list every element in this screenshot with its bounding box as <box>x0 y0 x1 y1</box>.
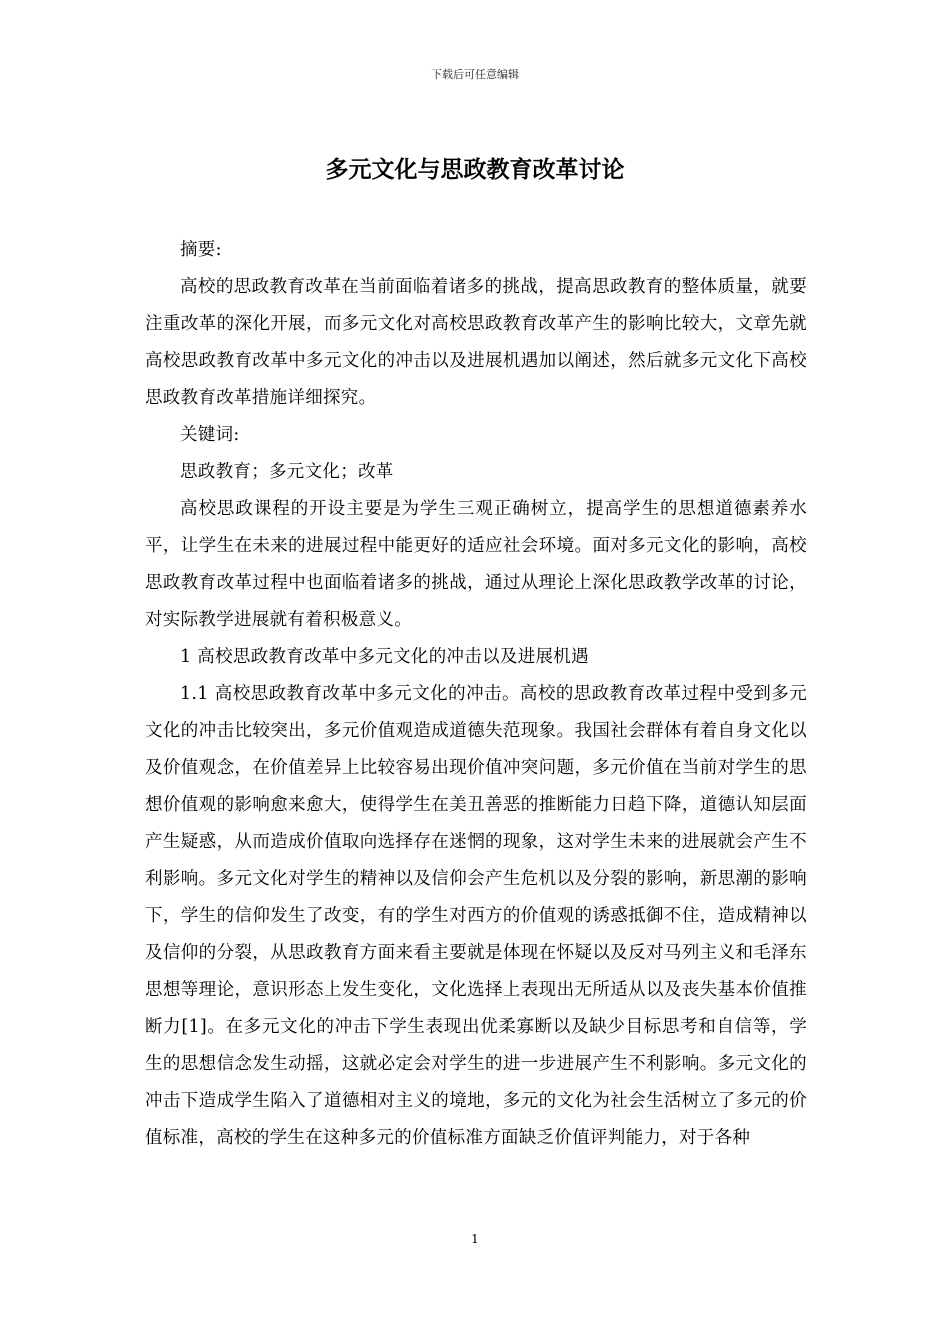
page-number: 1 <box>471 1232 479 1246</box>
abstract-paragraph: 高校的思政教育改革在当前面临着诸多的挑战，提高思政教育的整体质量，就要注重改革的深化开展，而多元文化对高校思政教育改革产生的影响比较大，文章先就高校思政教育改革中多元文化的冲击以及进展机遇加以阐述，然后就多元文化下高校思政教育改革措施详细探究。 <box>145 277 807 408</box>
intro-paragraph: 高校思政课程的开设主要是为学生三观正确树立，提高学生的思想道德素养水平，让学生在未来的进展过程中能更好的适应社会环境。面对多元文化的影响，高校思政教育改革过程中也面临着诸多的挑战，通过从理论上深化思政教学改革的讨论，对实际教学进展就有着积极意义。 <box>145 499 807 630</box>
keywords-paragraph: 思政教育；多元文化；改革 <box>180 462 394 482</box>
section-heading: 1 高校思政教育改革中多元文化的冲击以及进展机遇 <box>180 647 589 667</box>
subsection-paragraph: 1.1 高校思政教育改革中多元文化的冲击。高校的思政教育改革过程中受到多元文化的冲击比较突出，多元价值观造成道德失范现象。我国社会群体有着自身文化以及价值观念，在价值差异上比较容易出现价值冲突问题，多元价值在当前对学生的思想价值观的影响愈来愈大，使得学生在美丑善恶的推断能力日趋下降，道德认知层面产生疑惑，从而造成价值取向选择存在迷惘的现象，这对学生未来的进展就会产生不利影响。多元文化对学生的精神以及信仰会产生危机以及分裂的影响，新思潮的影响下，学生的信仰发生了改变，有的学生对西方的价值观的诱惑抵御不住，造成精神以及信仰的分裂，从思政教育方面来看主要就是体现在怀疑以及反对马列主义和毛泽东思想等理论，意识形态上发生变化，文化选择上表现出无所适从以及丧失基本价值推断力[1]。在多元文化的冲击下学生表现出优柔寡断以及缺少目标思考和自信等，学生的思想信念发生动摇，这就必定会对学生的进一步进展产生不利影响。多元文化的冲击下造成学生陷入了道德相对主义的境地，多元的文化为社会生活树立了多元的价值标准，高校的学生在这种多元的价值标准方面缺乏价值评判能力，对于各种 <box>145 684 807 1148</box>
keywords-label: 关键词: <box>180 425 240 445</box>
document-body <box>145 232 807 1157</box>
abstract-label: 摘要: <box>180 240 222 260</box>
header-note: 下载后可任意编辑 <box>431 68 519 81</box>
document-title: 多元文化与思政教育改革讨论 <box>325 156 625 183</box>
